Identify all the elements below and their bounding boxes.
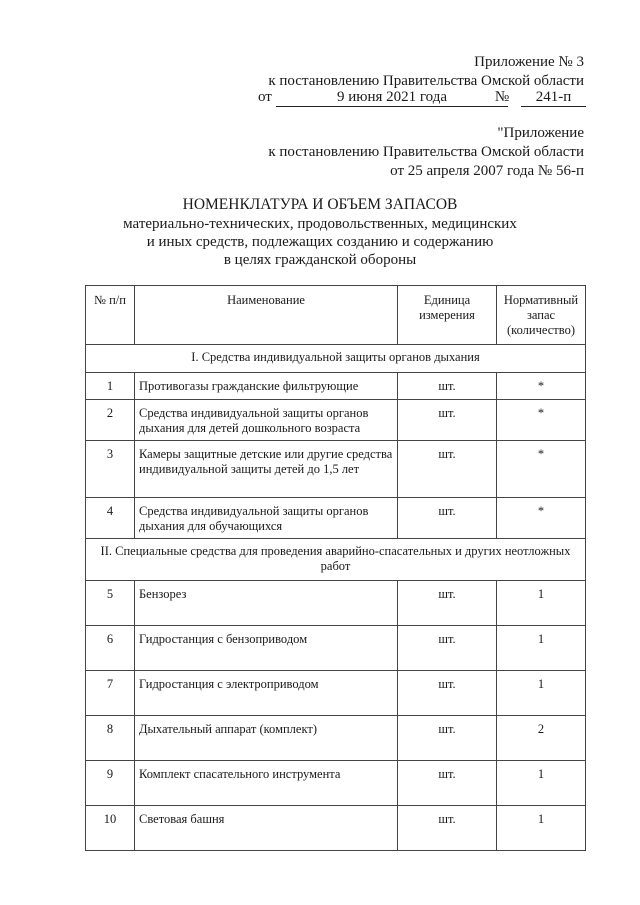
- row-reserve: *: [497, 373, 586, 400]
- resolution-date-row: [258, 89, 586, 109]
- row-num: 5: [86, 581, 135, 626]
- row-reserve: *: [497, 441, 586, 498]
- row-num: 8: [86, 716, 135, 761]
- number-label: №: [494, 89, 510, 105]
- header-reserve: Нормативный запас (количество): [497, 286, 586, 345]
- header-unit: Единица измерения: [398, 286, 497, 345]
- row-num: 9: [86, 761, 135, 806]
- original-appendix-header: [268, 124, 584, 181]
- row-unit: шт.: [398, 806, 497, 851]
- row-reserve: 1: [497, 671, 586, 716]
- row-reserve: 2: [497, 716, 586, 761]
- section-title: I. Средства индивидуальной защиты органов дыхания: [86, 345, 586, 373]
- row-name: Бензорез: [135, 581, 398, 626]
- row-unit: шт.: [398, 626, 497, 671]
- subtitle-line: в целях гражданской обороны: [223, 252, 417, 268]
- appendix-header: [268, 53, 584, 91]
- row-unit: шт.: [398, 498, 497, 539]
- row-reserve: 1: [497, 626, 586, 671]
- table-row: [86, 581, 586, 626]
- table-row: [86, 373, 586, 400]
- row-name: Дыхательный аппарат (комплект): [135, 716, 398, 761]
- row-reserve: 1: [497, 806, 586, 851]
- section-title: II. Специальные средства для проведения аварийно-спасательных и других неотложных работ: [86, 539, 586, 581]
- row-reserve: 1: [497, 761, 586, 806]
- row-reserve: 1: [497, 581, 586, 626]
- row-name: Камеры защитные детские или другие средства индивидуальной защиты детей до 1,5 лет: [135, 441, 398, 498]
- table-row: [86, 806, 586, 851]
- appendix-line: Приложение № 3: [474, 54, 584, 70]
- row-unit: шт.: [398, 400, 497, 441]
- row-num: 7: [86, 671, 135, 716]
- row-name: Гидростанция с электроприводом: [135, 671, 398, 716]
- section-row: [86, 539, 586, 581]
- row-unit: шт.: [398, 373, 497, 400]
- row-reserve: *: [497, 498, 586, 539]
- table-row: [86, 671, 586, 716]
- section-row: [86, 345, 586, 373]
- row-num: 4: [86, 498, 135, 539]
- row-num: 6: [86, 626, 135, 671]
- row-num: 3: [86, 441, 135, 498]
- row-name: Средства индивидуальной защиты органов дыхания для детей дошкольного возраста: [135, 400, 398, 441]
- row-name: Противогазы гражданские фильтрующие: [135, 373, 398, 400]
- header-num: № п/п: [86, 286, 135, 345]
- header-name: Наименование: [135, 286, 398, 345]
- row-unit: шт.: [398, 671, 497, 716]
- subtitle-line: и иных средств, подлежащих созданию и содержанию: [146, 234, 494, 250]
- document-title: НОМЕНКЛАТУРА И ОБЪЕМ ЗАПАСОВ: [182, 196, 458, 213]
- table-row: [86, 626, 586, 671]
- row-name: Световая башня: [135, 806, 398, 851]
- table-row: [86, 498, 586, 539]
- orig-date-line: от 25 апреля 2007 года № 56-п: [390, 163, 584, 179]
- row-unit: шт.: [398, 716, 497, 761]
- subtitle-line: материально-технических, продовольственных, медицинских: [123, 216, 517, 232]
- from-label: от: [258, 89, 272, 105]
- table-row: [86, 761, 586, 806]
- row-name: Гидростанция с бензоприводом: [135, 626, 398, 671]
- row-unit: шт.: [398, 761, 497, 806]
- row-num: 10: [86, 806, 135, 851]
- orig-resolution-line: к постановлению Правительства Омской области: [268, 144, 584, 160]
- resolution-number: 241-п: [521, 89, 586, 107]
- row-num: 2: [86, 400, 135, 441]
- row-unit: шт.: [398, 441, 497, 498]
- table-header-row: [86, 286, 586, 345]
- table-row: [86, 716, 586, 761]
- row-name: Комплект спасательного инструмента: [135, 761, 398, 806]
- nomenclature-table: [85, 285, 586, 851]
- table-row: [86, 441, 586, 498]
- orig-appendix-line: "Приложение: [497, 125, 584, 141]
- resolution-date: 9 июня 2021 года: [276, 89, 508, 107]
- table-row: [86, 400, 586, 441]
- row-num: 1: [86, 373, 135, 400]
- row-reserve: *: [497, 400, 586, 441]
- row-unit: шт.: [398, 581, 497, 626]
- resolution-line: к постановлению Правительства Омской области: [268, 73, 584, 89]
- row-name: Средства индивидуальной защиты органов дыхания для обучающихся: [135, 498, 398, 539]
- document-subtitle: [80, 215, 560, 269]
